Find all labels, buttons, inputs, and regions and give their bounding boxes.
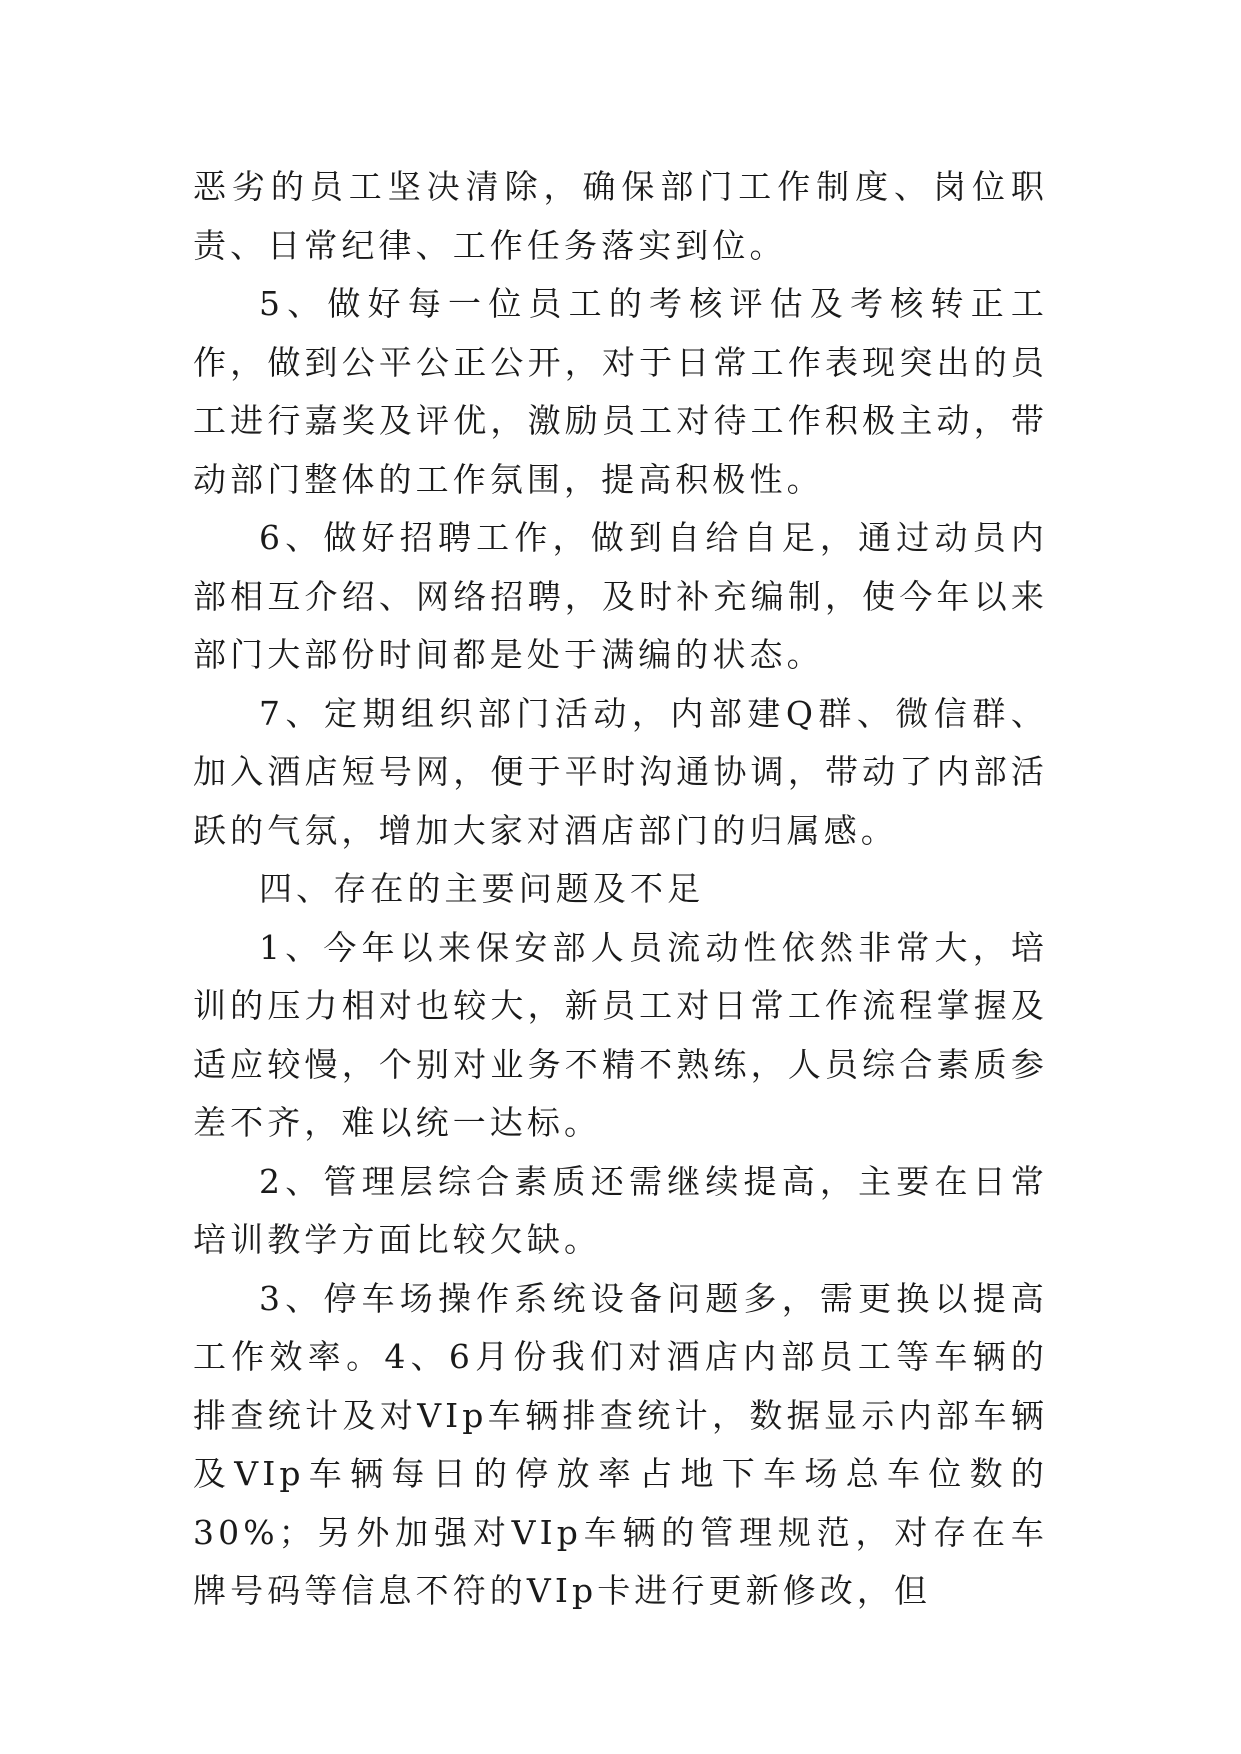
- paragraph-problem-3: 3、停车场操作系统设备问题多，需更换以提高工作效率。4、6月份我们对酒店内部员工等车辆的排查统计及对VIp车辆排查统计，数据显示内部车辆及VIp车辆每日的停放率占地下车场总车位数的30%；另外加强对VIp车辆的管理规范，对存在车牌号码等信息不符的VIp卡进行更新修改，但: [193, 1278, 1048, 1610]
- paragraph-item-6: 6、做好招聘工作，做到自给自足，通过动员内部相互介绍、网络招聘，及时补充编制，使今年以来部门大部份时间都是处于满编的状态。: [193, 518, 1048, 674]
- paragraph-item-7: 7、定期组织部门活动，内部建Q群、微信群、加入酒店短号网，便于平时沟通协调，带动了内部活跃的气氛，增加大家对酒店部门的归属感。: [193, 693, 1048, 850]
- document-body: [193, 158, 1048, 1621]
- paragraph-item-5: 5、做好每一位员工的考核评估及考核转正工作，做到公平公正公开，对于日常工作表现突出的员工进行嘉奖及评优，激励员工对待工作积极主动，带动部门整体的工作氛围，提高积极性。: [193, 284, 1048, 499]
- section-heading-problems: 四、存在的主要问题及不足: [259, 869, 705, 908]
- paragraph-continuation: 恶劣的员工坚决清除，确保部门工作制度、岗位职责、日常纪律、工作任务落实到位。: [193, 167, 1048, 265]
- paragraph-problem-1: 1、今年以来保安部人员流动性依然非常大，培训的压力相对也较大，新员工对日常工作流程掌握及适应较慢，个别对业务不精不熟练，人员综合素质参差不齐，难以统一达标。: [193, 927, 1048, 1142]
- paragraph-problem-2: 2、管理层综合素质还需继续提高，主要在日常培训教学方面比较欠缺。: [193, 1161, 1048, 1259]
